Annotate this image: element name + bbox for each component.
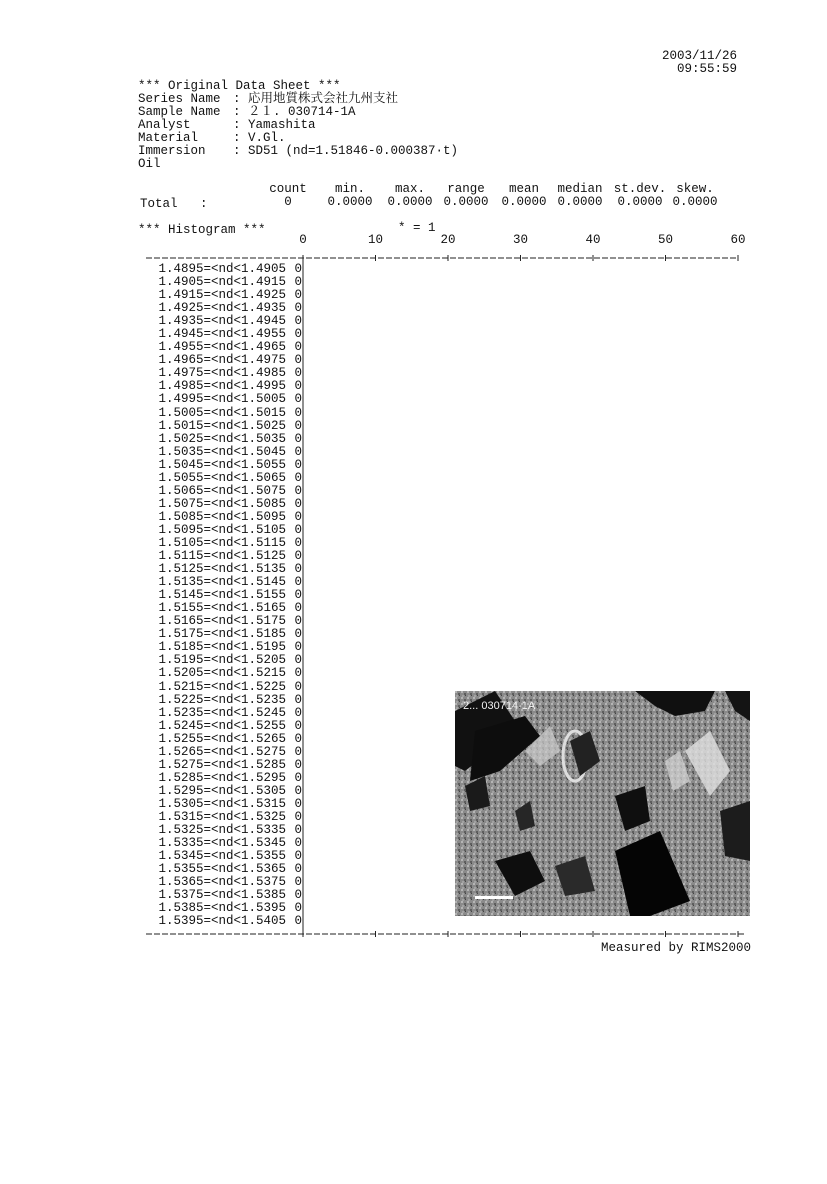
bin-range-label: 1.5305=<nd<1.5315 [158, 796, 286, 811]
bin-range-label: 1.4995=<nd<1.5005 [158, 392, 286, 407]
bin-count: 0 [294, 275, 302, 290]
bin-range-label: 1.5145=<nd<1.5155 [158, 588, 286, 603]
histogram-row [146, 733, 302, 746]
histogram-row [146, 667, 302, 680]
histogram-row [146, 759, 302, 772]
sheet-title: *** Original Data Sheet *** [138, 79, 341, 93]
histogram-row [146, 746, 302, 759]
bin-range-label: 1.5135=<nd<1.5145 [158, 575, 286, 590]
bin-count: 0 [294, 262, 302, 276]
bin-count: 0 [294, 901, 302, 916]
header-field-value: : ２１. 030714-1A [233, 105, 356, 119]
bin-range-label: 1.5015=<nd<1.5025 [158, 418, 286, 433]
date-text: 2003/11/26 [661, 49, 737, 63]
bin-range-label: 1.5175=<nd<1.5185 [158, 627, 286, 642]
bin-count: 0 [294, 731, 302, 746]
bin-count: 0 [294, 509, 302, 524]
header-field-label: Analyst [138, 118, 191, 132]
photo-caption: 2... 030714-1A [463, 700, 536, 712]
bin-count: 0 [294, 392, 302, 407]
histogram-row [146, 485, 302, 498]
header-field-label: Immersion Oil [138, 144, 206, 171]
bin-range-label: 1.5375=<nd<1.5385 [158, 888, 286, 903]
bin-count: 0 [294, 327, 302, 342]
histogram-row [146, 393, 302, 406]
histogram-row [146, 694, 302, 707]
stats-header: count [269, 182, 307, 196]
bin-range-label: 1.5285=<nd<1.5295 [158, 770, 286, 785]
histogram-row [146, 681, 302, 694]
bin-range-label: 1.5045=<nd<1.5055 [158, 457, 286, 472]
bin-range-label: 1.5225=<nd<1.5235 [158, 692, 286, 707]
bin-range-label: 1.5235=<nd<1.5245 [158, 705, 286, 720]
bin-range-label: 1.5275=<nd<1.5285 [158, 757, 286, 772]
histogram-row [146, 407, 302, 420]
stats-value: 0.0000 [501, 195, 547, 209]
bin-count: 0 [294, 809, 302, 824]
stats-value: 0.0000 [387, 195, 433, 209]
bin-count: 0 [294, 588, 302, 603]
bin-count: 0 [294, 744, 302, 759]
bin-range-label: 1.5115=<nd<1.5125 [158, 549, 286, 564]
bin-count: 0 [294, 314, 302, 329]
histogram-row [146, 472, 302, 485]
bin-range-label: 1.4915=<nd<1.4925 [158, 288, 286, 303]
histogram-rows [146, 263, 302, 928]
header-field-value: : Yamashita [233, 118, 316, 132]
histogram-row [146, 511, 302, 524]
time-text: 09:55:59 [676, 62, 737, 76]
bin-range-label: 1.5155=<nd<1.5165 [158, 601, 286, 616]
axis-tick-label: 20 [440, 233, 456, 247]
bin-range-label: 1.4905=<nd<1.4915 [158, 275, 286, 290]
stats-value: 0.0000 [617, 195, 663, 209]
bin-range-label: 1.5185=<nd<1.5195 [158, 640, 286, 655]
bin-count: 0 [294, 888, 302, 903]
bin-range-label: 1.5035=<nd<1.5045 [158, 444, 286, 459]
header-field-value: : SD51 (nd=1.51846-0.000387·t) [233, 144, 459, 158]
histogram-row [146, 433, 302, 446]
axis-tick-label: 50 [657, 233, 673, 247]
stats-header: min. [334, 182, 365, 196]
stats-header: mean [508, 182, 539, 196]
stats-value: 0 [284, 195, 292, 209]
sample-photomicrograph [455, 691, 750, 916]
bin-range-label: 1.5165=<nd<1.5175 [158, 614, 286, 629]
bin-count: 0 [294, 640, 302, 655]
stats-value: 0.0000 [672, 195, 718, 209]
header-field-value: : V.Gl. [233, 131, 286, 145]
histogram-row [146, 420, 302, 433]
bin-count: 0 [294, 470, 302, 485]
bin-count: 0 [294, 862, 302, 877]
bin-count: 0 [294, 496, 302, 511]
bin-count: 0 [294, 627, 302, 642]
stats-colon: : [200, 197, 208, 211]
bin-count: 0 [294, 483, 302, 498]
bin-range-label: 1.4965=<nd<1.4975 [158, 353, 286, 368]
histogram-row [146, 785, 302, 798]
bin-range-label: 1.4895=<nd<1.4905 [158, 262, 286, 276]
bin-range-label: 1.4935=<nd<1.4945 [158, 314, 286, 329]
bin-range-label: 1.5385=<nd<1.5395 [158, 901, 286, 916]
bin-count: 0 [294, 575, 302, 590]
axis-tick-label: 0 [299, 233, 307, 247]
measured-by-footer: Measured by RIMS2000 [601, 941, 752, 955]
bin-count: 0 [294, 301, 302, 316]
bin-range-label: 1.5025=<nd<1.5035 [158, 431, 286, 446]
bin-count: 0 [294, 601, 302, 616]
bin-count: 0 [294, 914, 302, 929]
bin-range-label: 1.5095=<nd<1.5105 [158, 522, 286, 537]
histogram-label: *** Histogram *** [138, 223, 266, 237]
axis-tick-label: 30 [512, 233, 528, 247]
bin-count: 0 [294, 444, 302, 459]
bin-count: 0 [294, 718, 302, 733]
histogram-row [146, 798, 302, 811]
stats-row-label: Total [140, 197, 178, 211]
bin-count: 0 [294, 666, 302, 681]
bin-count: 0 [294, 875, 302, 890]
bin-range-label: 1.5345=<nd<1.5355 [158, 849, 286, 864]
bin-count: 0 [294, 418, 302, 433]
bin-count: 0 [294, 849, 302, 864]
bin-count: 0 [294, 653, 302, 668]
bin-count: 0 [294, 366, 302, 381]
bin-count: 0 [294, 549, 302, 564]
axis-tick-label: 10 [367, 233, 383, 247]
bin-count: 0 [294, 535, 302, 550]
histogram-row [146, 446, 302, 459]
bin-count: 0 [294, 562, 302, 577]
bin-range-label: 1.4925=<nd<1.4935 [158, 301, 286, 316]
bin-range-label: 1.5125=<nd<1.5135 [158, 562, 286, 577]
bin-count: 0 [294, 796, 302, 811]
stats-value: 0.0000 [443, 195, 489, 209]
bin-range-label: 1.4985=<nd<1.4995 [158, 379, 286, 394]
histogram-row [146, 459, 302, 472]
histogram-row [146, 498, 302, 511]
stats-header: max. [394, 182, 425, 196]
bin-count: 0 [294, 614, 302, 629]
bin-range-label: 1.5075=<nd<1.5085 [158, 496, 286, 511]
stats-header: median [557, 182, 603, 196]
bin-range-label: 1.5065=<nd<1.5075 [158, 483, 286, 498]
stats-header: range [447, 182, 485, 196]
header-field-label: Sample Name [138, 105, 221, 119]
bin-range-label: 1.5245=<nd<1.5255 [158, 718, 286, 733]
header-field-label: Material [138, 131, 199, 145]
bin-count: 0 [294, 836, 302, 851]
bin-count: 0 [294, 705, 302, 720]
bin-range-label: 1.4945=<nd<1.4955 [158, 327, 286, 342]
bin-count: 0 [294, 770, 302, 785]
histogram-row [146, 915, 302, 928]
bin-count: 0 [294, 757, 302, 772]
bin-count: 0 [294, 353, 302, 368]
bin-range-label: 1.5315=<nd<1.5325 [158, 809, 286, 824]
bin-count: 0 [294, 522, 302, 537]
bin-range-label: 1.5085=<nd<1.5095 [158, 509, 286, 524]
bin-count: 0 [294, 340, 302, 355]
bin-count: 0 [294, 823, 302, 838]
bin-count: 0 [294, 379, 302, 394]
axis-tick-label: 40 [585, 233, 601, 247]
bin-range-label: 1.5195=<nd<1.5205 [158, 653, 286, 668]
bin-range-label: 1.4975=<nd<1.4985 [158, 366, 286, 381]
bin-count: 0 [294, 692, 302, 707]
bin-range-label: 1.5215=<nd<1.5225 [158, 679, 286, 694]
bin-range-label: 1.4955=<nd<1.4965 [158, 340, 286, 355]
bin-range-label: 1.5105=<nd<1.5115 [158, 535, 286, 550]
bin-count: 0 [294, 405, 302, 420]
header-field-label: Series Name [138, 92, 221, 106]
bin-range-label: 1.5005=<nd<1.5015 [158, 405, 286, 420]
bin-range-label: 1.5205=<nd<1.5215 [158, 666, 286, 681]
stats-value: 0.0000 [327, 195, 373, 209]
bin-range-label: 1.5325=<nd<1.5335 [158, 823, 286, 838]
bin-count: 0 [294, 457, 302, 472]
histogram-row [146, 720, 302, 733]
histogram-row [146, 707, 302, 720]
bin-range-label: 1.5365=<nd<1.5375 [158, 875, 286, 890]
bin-range-label: 1.5295=<nd<1.5305 [158, 783, 286, 798]
histogram-row [146, 772, 302, 785]
bin-range-label: 1.5055=<nd<1.5065 [158, 470, 286, 485]
bin-range-label: 1.5265=<nd<1.5275 [158, 744, 286, 759]
stats-header: skew. [676, 182, 714, 196]
bin-range-label: 1.5395=<nd<1.5405 [158, 914, 286, 929]
bin-count: 0 [294, 679, 302, 694]
bin-range-label: 1.5355=<nd<1.5365 [158, 862, 286, 877]
bin-count: 0 [294, 288, 302, 303]
stats-header: st.dev. [613, 182, 667, 196]
bin-count: 0 [294, 783, 302, 798]
stats-value: 0.0000 [557, 195, 603, 209]
bin-range-label: 1.5335=<nd<1.5345 [158, 836, 286, 851]
histogram-legend: * = 1 [398, 221, 436, 235]
axis-tick-label: 60 [730, 233, 746, 247]
bin-range-label: 1.5255=<nd<1.5265 [158, 731, 286, 746]
header-field-value: : 応用地質株式会社九州支社 [233, 92, 399, 106]
bin-count: 0 [294, 431, 302, 446]
